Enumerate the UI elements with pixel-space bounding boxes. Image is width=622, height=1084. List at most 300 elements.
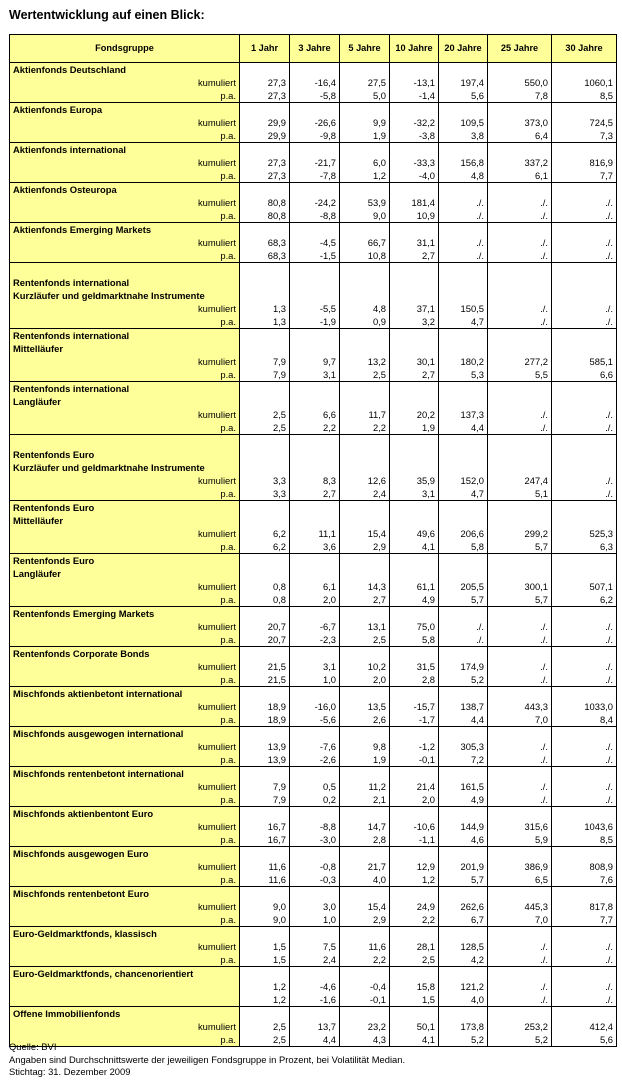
value-cell: 6,7 — [439, 913, 488, 927]
empty-cell — [439, 183, 488, 197]
value-cell: 23,2 — [340, 1020, 390, 1033]
value-cell: 2,1 — [340, 793, 390, 807]
group-name: Rentenfonds Emerging Markets — [10, 607, 240, 621]
column-header: 1 Jahr — [240, 35, 290, 63]
value-cell: 7,0 — [488, 913, 552, 927]
empty-cell — [340, 727, 390, 741]
value-cell: 299,2 — [488, 527, 552, 540]
empty-cell — [552, 276, 617, 289]
value-cell: 197,4 — [439, 76, 488, 89]
row-label: p.a. — [10, 953, 240, 967]
value-cell: ./. — [488, 620, 552, 633]
value-cell: 29,9 — [240, 129, 290, 143]
footer-note: Angaben sind Durchschnittswerte der jeweiligen Fondsgruppe in Prozent, bei Volatilität Median. — [9, 1053, 406, 1065]
empty-cell — [340, 289, 390, 302]
value-cell: -6,7 — [290, 620, 340, 633]
empty-cell — [290, 448, 340, 461]
row-label: kumuliert — [10, 1020, 240, 1033]
value-cell: 817,8 — [552, 900, 617, 913]
empty-cell — [240, 727, 290, 741]
value-cell: 27,3 — [240, 76, 290, 89]
empty-cell — [290, 554, 340, 568]
value-cell: ./. — [439, 633, 488, 647]
value-cell: ./. — [552, 196, 617, 209]
row-label: kumuliert — [10, 940, 240, 953]
value-cell: ./. — [552, 487, 617, 501]
empty-cell — [340, 461, 390, 474]
group-name: Kurzläufer und geldmarktnahe Instrumente — [10, 289, 240, 302]
row-label: kumuliert — [10, 820, 240, 833]
group-name: Langläufer — [10, 395, 240, 408]
table-row — [10, 580, 617, 593]
value-cell: 5,7 — [488, 540, 552, 554]
value-cell: 13,9 — [240, 740, 290, 753]
empty-cell — [439, 767, 488, 781]
group-name-row — [10, 289, 617, 302]
value-cell: 12,6 — [340, 474, 390, 487]
empty-cell — [340, 607, 390, 621]
empty-cell — [488, 461, 552, 474]
value-cell: ./. — [439, 209, 488, 223]
row-label: kumuliert — [10, 236, 240, 249]
empty-cell — [552, 63, 617, 77]
value-cell: 15,4 — [340, 900, 390, 913]
empty-cell — [439, 143, 488, 157]
value-cell: 1,2 — [240, 993, 290, 1007]
row-label: p.a. — [10, 315, 240, 329]
value-cell: 585,1 — [552, 355, 617, 368]
row-label: kumuliert — [10, 527, 240, 540]
value-cell: -32,2 — [390, 116, 439, 129]
value-cell: 20,2 — [390, 408, 439, 421]
value-cell: 3,2 — [390, 315, 439, 329]
value-cell: 2,5 — [240, 421, 290, 435]
group-name-row — [10, 887, 617, 901]
value-cell: ./. — [552, 421, 617, 435]
value-cell: ./. — [488, 980, 552, 993]
row-label: p.a. — [10, 209, 240, 223]
value-cell: 138,7 — [439, 700, 488, 713]
empty-cell — [488, 727, 552, 741]
value-cell: 20,7 — [240, 633, 290, 647]
empty-cell — [552, 807, 617, 821]
value-cell: 1,5 — [390, 993, 439, 1007]
group-name: Euro-Geldmarktfonds, chancenorientiert — [10, 967, 240, 981]
empty-cell — [240, 382, 290, 396]
group-name-row — [10, 727, 617, 741]
group-name-row — [10, 1007, 617, 1021]
empty-cell — [488, 289, 552, 302]
value-cell: 2,9 — [340, 540, 390, 554]
value-cell: ./. — [488, 953, 552, 967]
value-cell: 2,5 — [340, 633, 390, 647]
empty-cell — [390, 1007, 439, 1021]
value-cell: 1,3 — [240, 315, 290, 329]
value-cell: 18,9 — [240, 700, 290, 713]
empty-cell — [488, 263, 552, 277]
value-cell: 2,7 — [290, 487, 340, 501]
empty-cell — [240, 448, 290, 461]
empty-cell — [340, 435, 390, 449]
empty-cell — [439, 382, 488, 396]
value-cell: 5,5 — [488, 368, 552, 382]
value-cell: -0,4 — [340, 980, 390, 993]
empty-cell — [552, 554, 617, 568]
value-cell: -1,2 — [390, 740, 439, 753]
table-row — [10, 1020, 617, 1033]
group-name: Mischfonds aktienbentont Euro — [10, 807, 240, 821]
value-cell: 152,0 — [439, 474, 488, 487]
empty-cell — [552, 687, 617, 701]
empty-cell — [340, 647, 390, 661]
value-cell: 29,9 — [240, 116, 290, 129]
value-cell: ./. — [552, 408, 617, 421]
value-cell: 5,6 — [439, 89, 488, 103]
empty-cell — [488, 567, 552, 580]
row-label: p.a. — [10, 169, 240, 183]
value-cell: 5,8 — [439, 540, 488, 554]
value-cell: 7,0 — [488, 713, 552, 727]
value-cell: 68,3 — [240, 249, 290, 263]
value-cell: 2,7 — [340, 593, 390, 607]
empty-cell — [552, 103, 617, 117]
value-cell: 5,6 — [552, 1033, 617, 1047]
empty-cell — [552, 567, 617, 580]
value-cell: 2,7 — [390, 249, 439, 263]
empty-cell — [390, 276, 439, 289]
empty-cell — [390, 967, 439, 981]
empty-cell — [439, 342, 488, 355]
value-cell: 6,1 — [488, 169, 552, 183]
group-name-row — [10, 807, 617, 821]
row-label: kumuliert — [10, 156, 240, 169]
value-cell: ./. — [552, 953, 617, 967]
value-cell: 68,3 — [240, 236, 290, 249]
empty-cell — [340, 514, 390, 527]
value-cell: 6,1 — [290, 580, 340, 593]
value-cell: 1,3 — [240, 302, 290, 315]
group-name-row — [10, 767, 617, 781]
page-title: Wertentwicklung auf einen Blick: — [9, 8, 205, 22]
table-row — [10, 593, 617, 607]
empty-cell — [439, 927, 488, 941]
value-cell: ./. — [488, 315, 552, 329]
empty-cell — [240, 143, 290, 157]
value-cell: 2,8 — [340, 833, 390, 847]
value-cell: 66,7 — [340, 236, 390, 249]
value-cell: 2,9 — [340, 913, 390, 927]
empty-cell — [488, 448, 552, 461]
value-cell: 144,9 — [439, 820, 488, 833]
empty-cell — [488, 143, 552, 157]
value-cell: 386,9 — [488, 860, 552, 873]
empty-cell — [439, 967, 488, 981]
value-cell: ./. — [488, 236, 552, 249]
empty-cell — [340, 143, 390, 157]
value-cell: 0,9 — [340, 315, 390, 329]
value-cell: ./. — [552, 753, 617, 767]
column-header: 25 Jahre — [488, 35, 552, 63]
table-row — [10, 900, 617, 913]
value-cell: 4,4 — [439, 713, 488, 727]
value-cell: 2,5 — [240, 1033, 290, 1047]
empty-cell — [290, 607, 340, 621]
value-cell: 300,1 — [488, 580, 552, 593]
group-name: Rentenfonds Euro — [10, 501, 240, 515]
empty-cell — [390, 647, 439, 661]
value-cell: 4,8 — [439, 169, 488, 183]
value-cell: 4,1 — [390, 540, 439, 554]
row-label: p.a. — [10, 1033, 240, 1047]
value-cell: 12,9 — [390, 860, 439, 873]
value-cell: 16,7 — [240, 820, 290, 833]
value-cell: 2,4 — [290, 953, 340, 967]
empty-cell — [439, 514, 488, 527]
value-cell: 7,5 — [290, 940, 340, 953]
empty-cell — [439, 687, 488, 701]
empty-cell — [552, 263, 617, 277]
empty-cell — [240, 103, 290, 117]
value-cell: 5,9 — [488, 833, 552, 847]
table-row — [10, 980, 617, 993]
value-cell: 11,2 — [340, 780, 390, 793]
empty-cell — [240, 767, 290, 781]
empty-cell — [488, 435, 552, 449]
empty-cell — [340, 847, 390, 861]
value-cell: ./. — [439, 620, 488, 633]
table-row — [10, 368, 617, 382]
value-cell: -1,5 — [290, 249, 340, 263]
value-cell: 11,7 — [340, 408, 390, 421]
row-label: p.a. — [10, 913, 240, 927]
group-name-row — [10, 329, 617, 343]
empty-cell — [240, 329, 290, 343]
value-cell: 7,9 — [240, 355, 290, 368]
value-cell: 4,1 — [390, 1033, 439, 1047]
empty-cell — [240, 807, 290, 821]
empty-cell — [439, 807, 488, 821]
group-name-row — [10, 103, 617, 117]
value-cell: 4,7 — [439, 315, 488, 329]
value-cell: -7,6 — [290, 740, 340, 753]
table-row — [10, 540, 617, 554]
value-cell: ./. — [488, 793, 552, 807]
value-cell: ./. — [439, 249, 488, 263]
empty-cell — [439, 887, 488, 901]
table-row — [10, 993, 617, 1007]
value-cell: 80,8 — [240, 209, 290, 223]
table-row — [10, 620, 617, 633]
empty-cell — [290, 263, 340, 277]
table-row — [10, 860, 617, 873]
empty-cell — [240, 567, 290, 580]
empty-cell — [290, 342, 340, 355]
group-name-row — [10, 395, 617, 408]
value-cell: 2,5 — [240, 408, 290, 421]
value-cell: 21,7 — [340, 860, 390, 873]
value-cell: 6,2 — [240, 527, 290, 540]
empty-cell — [340, 263, 390, 277]
table-row — [10, 660, 617, 673]
value-cell: ./. — [552, 740, 617, 753]
empty-cell — [488, 807, 552, 821]
group-name-row — [10, 687, 617, 701]
value-cell: ./. — [552, 633, 617, 647]
empty-cell — [290, 63, 340, 77]
empty-cell — [488, 103, 552, 117]
value-cell: 180,2 — [439, 355, 488, 368]
value-cell: 11,6 — [240, 873, 290, 887]
value-cell: ./. — [439, 236, 488, 249]
empty-cell — [240, 289, 290, 302]
empty-cell — [340, 501, 390, 515]
value-cell: ./. — [439, 196, 488, 209]
empty-cell — [290, 767, 340, 781]
empty-cell — [290, 927, 340, 941]
empty-cell — [290, 727, 340, 741]
row-label: p.a. — [10, 421, 240, 435]
empty-cell — [390, 143, 439, 157]
empty-cell — [340, 448, 390, 461]
value-cell: 2,2 — [340, 953, 390, 967]
empty-cell — [240, 514, 290, 527]
value-cell: 0,8 — [240, 580, 290, 593]
value-cell: 0,5 — [290, 780, 340, 793]
value-cell: 80,8 — [240, 196, 290, 209]
value-cell: 443,3 — [488, 700, 552, 713]
table-row — [10, 408, 617, 421]
table-row — [10, 209, 617, 223]
empty-cell — [488, 382, 552, 396]
empty-cell — [390, 263, 439, 277]
empty-cell — [390, 342, 439, 355]
value-cell: 9,0 — [340, 209, 390, 223]
value-cell: 206,6 — [439, 527, 488, 540]
value-cell: 1,9 — [390, 421, 439, 435]
group-name: Rentenfonds Euro — [10, 554, 240, 568]
value-cell: ./. — [552, 249, 617, 263]
empty-cell — [552, 647, 617, 661]
empty-cell — [439, 647, 488, 661]
empty-cell — [340, 103, 390, 117]
empty-cell — [390, 183, 439, 197]
value-cell: -3,0 — [290, 833, 340, 847]
table-row — [10, 527, 617, 540]
empty-cell — [439, 329, 488, 343]
table-row — [10, 302, 617, 315]
value-cell: 3,8 — [439, 129, 488, 143]
empty-cell — [290, 647, 340, 661]
value-cell: -16,0 — [290, 700, 340, 713]
table-row — [10, 820, 617, 833]
value-cell: 5,3 — [439, 368, 488, 382]
empty-cell — [240, 276, 290, 289]
group-name: Mittelläufer — [10, 514, 240, 527]
empty-cell — [552, 514, 617, 527]
row-label: kumuliert — [10, 620, 240, 633]
value-cell: 121,2 — [439, 980, 488, 993]
value-cell: 16,7 — [240, 833, 290, 847]
group-name-row — [10, 263, 617, 277]
empty-cell — [488, 329, 552, 343]
group-name: Offene Immobilienfonds — [10, 1007, 240, 1021]
row-label: p.a. — [10, 713, 240, 727]
value-cell: 75,0 — [390, 620, 439, 633]
value-cell: 18,9 — [240, 713, 290, 727]
value-cell: 13,5 — [340, 700, 390, 713]
empty-cell — [340, 395, 390, 408]
value-cell: ./. — [552, 315, 617, 329]
empty-cell — [552, 223, 617, 237]
column-header: 5 Jahre — [340, 35, 390, 63]
value-cell: -1,6 — [290, 993, 340, 1007]
value-cell: 445,3 — [488, 900, 552, 913]
empty-cell — [290, 183, 340, 197]
value-cell: 4,0 — [439, 993, 488, 1007]
empty-cell — [240, 263, 290, 277]
empty-cell — [340, 567, 390, 580]
empty-cell — [240, 342, 290, 355]
column-header: Fondsgruppe — [10, 35, 240, 63]
group-name: Rentenfonds international — [10, 276, 240, 289]
value-cell: 5,2 — [439, 673, 488, 687]
value-cell: 4,3 — [340, 1033, 390, 1047]
value-cell: 0,8 — [240, 593, 290, 607]
row-label: kumuliert — [10, 900, 240, 913]
empty-cell — [240, 967, 290, 981]
value-cell: 507,1 — [552, 580, 617, 593]
value-cell: 9,0 — [240, 900, 290, 913]
value-cell: 1033,0 — [552, 700, 617, 713]
empty-cell — [290, 567, 340, 580]
empty-cell — [552, 461, 617, 474]
group-name-row — [10, 342, 617, 355]
value-cell: 8,3 — [290, 474, 340, 487]
group-name-row — [10, 276, 617, 289]
value-cell: -16,4 — [290, 76, 340, 89]
group-name: Mischfonds ausgewogen international — [10, 727, 240, 741]
value-cell: 2,6 — [340, 713, 390, 727]
empty-cell — [552, 382, 617, 396]
value-cell: -0,8 — [290, 860, 340, 873]
value-cell: 4,4 — [290, 1033, 340, 1047]
value-cell: 1,0 — [290, 673, 340, 687]
group-name: Rentenfonds Euro — [10, 448, 240, 461]
group-name: Aktienfonds Deutschland — [10, 63, 240, 77]
empty-cell — [488, 223, 552, 237]
group-name: Aktienfonds international — [10, 143, 240, 157]
value-cell: 315,6 — [488, 820, 552, 833]
empty-cell — [439, 847, 488, 861]
group-name — [10, 263, 240, 277]
empty-cell — [290, 967, 340, 981]
empty-cell — [439, 276, 488, 289]
value-cell: 6,6 — [290, 408, 340, 421]
empty-cell — [552, 727, 617, 741]
value-cell: 6,0 — [340, 156, 390, 169]
empty-cell — [390, 448, 439, 461]
value-cell: 262,6 — [439, 900, 488, 913]
empty-cell — [290, 329, 340, 343]
value-cell: ./. — [552, 940, 617, 953]
empty-cell — [240, 63, 290, 77]
value-cell: 37,1 — [390, 302, 439, 315]
empty-cell — [552, 887, 617, 901]
empty-cell — [340, 767, 390, 781]
group-name-row — [10, 183, 617, 197]
value-cell: 412,4 — [552, 1020, 617, 1033]
value-cell: 1,2 — [340, 169, 390, 183]
